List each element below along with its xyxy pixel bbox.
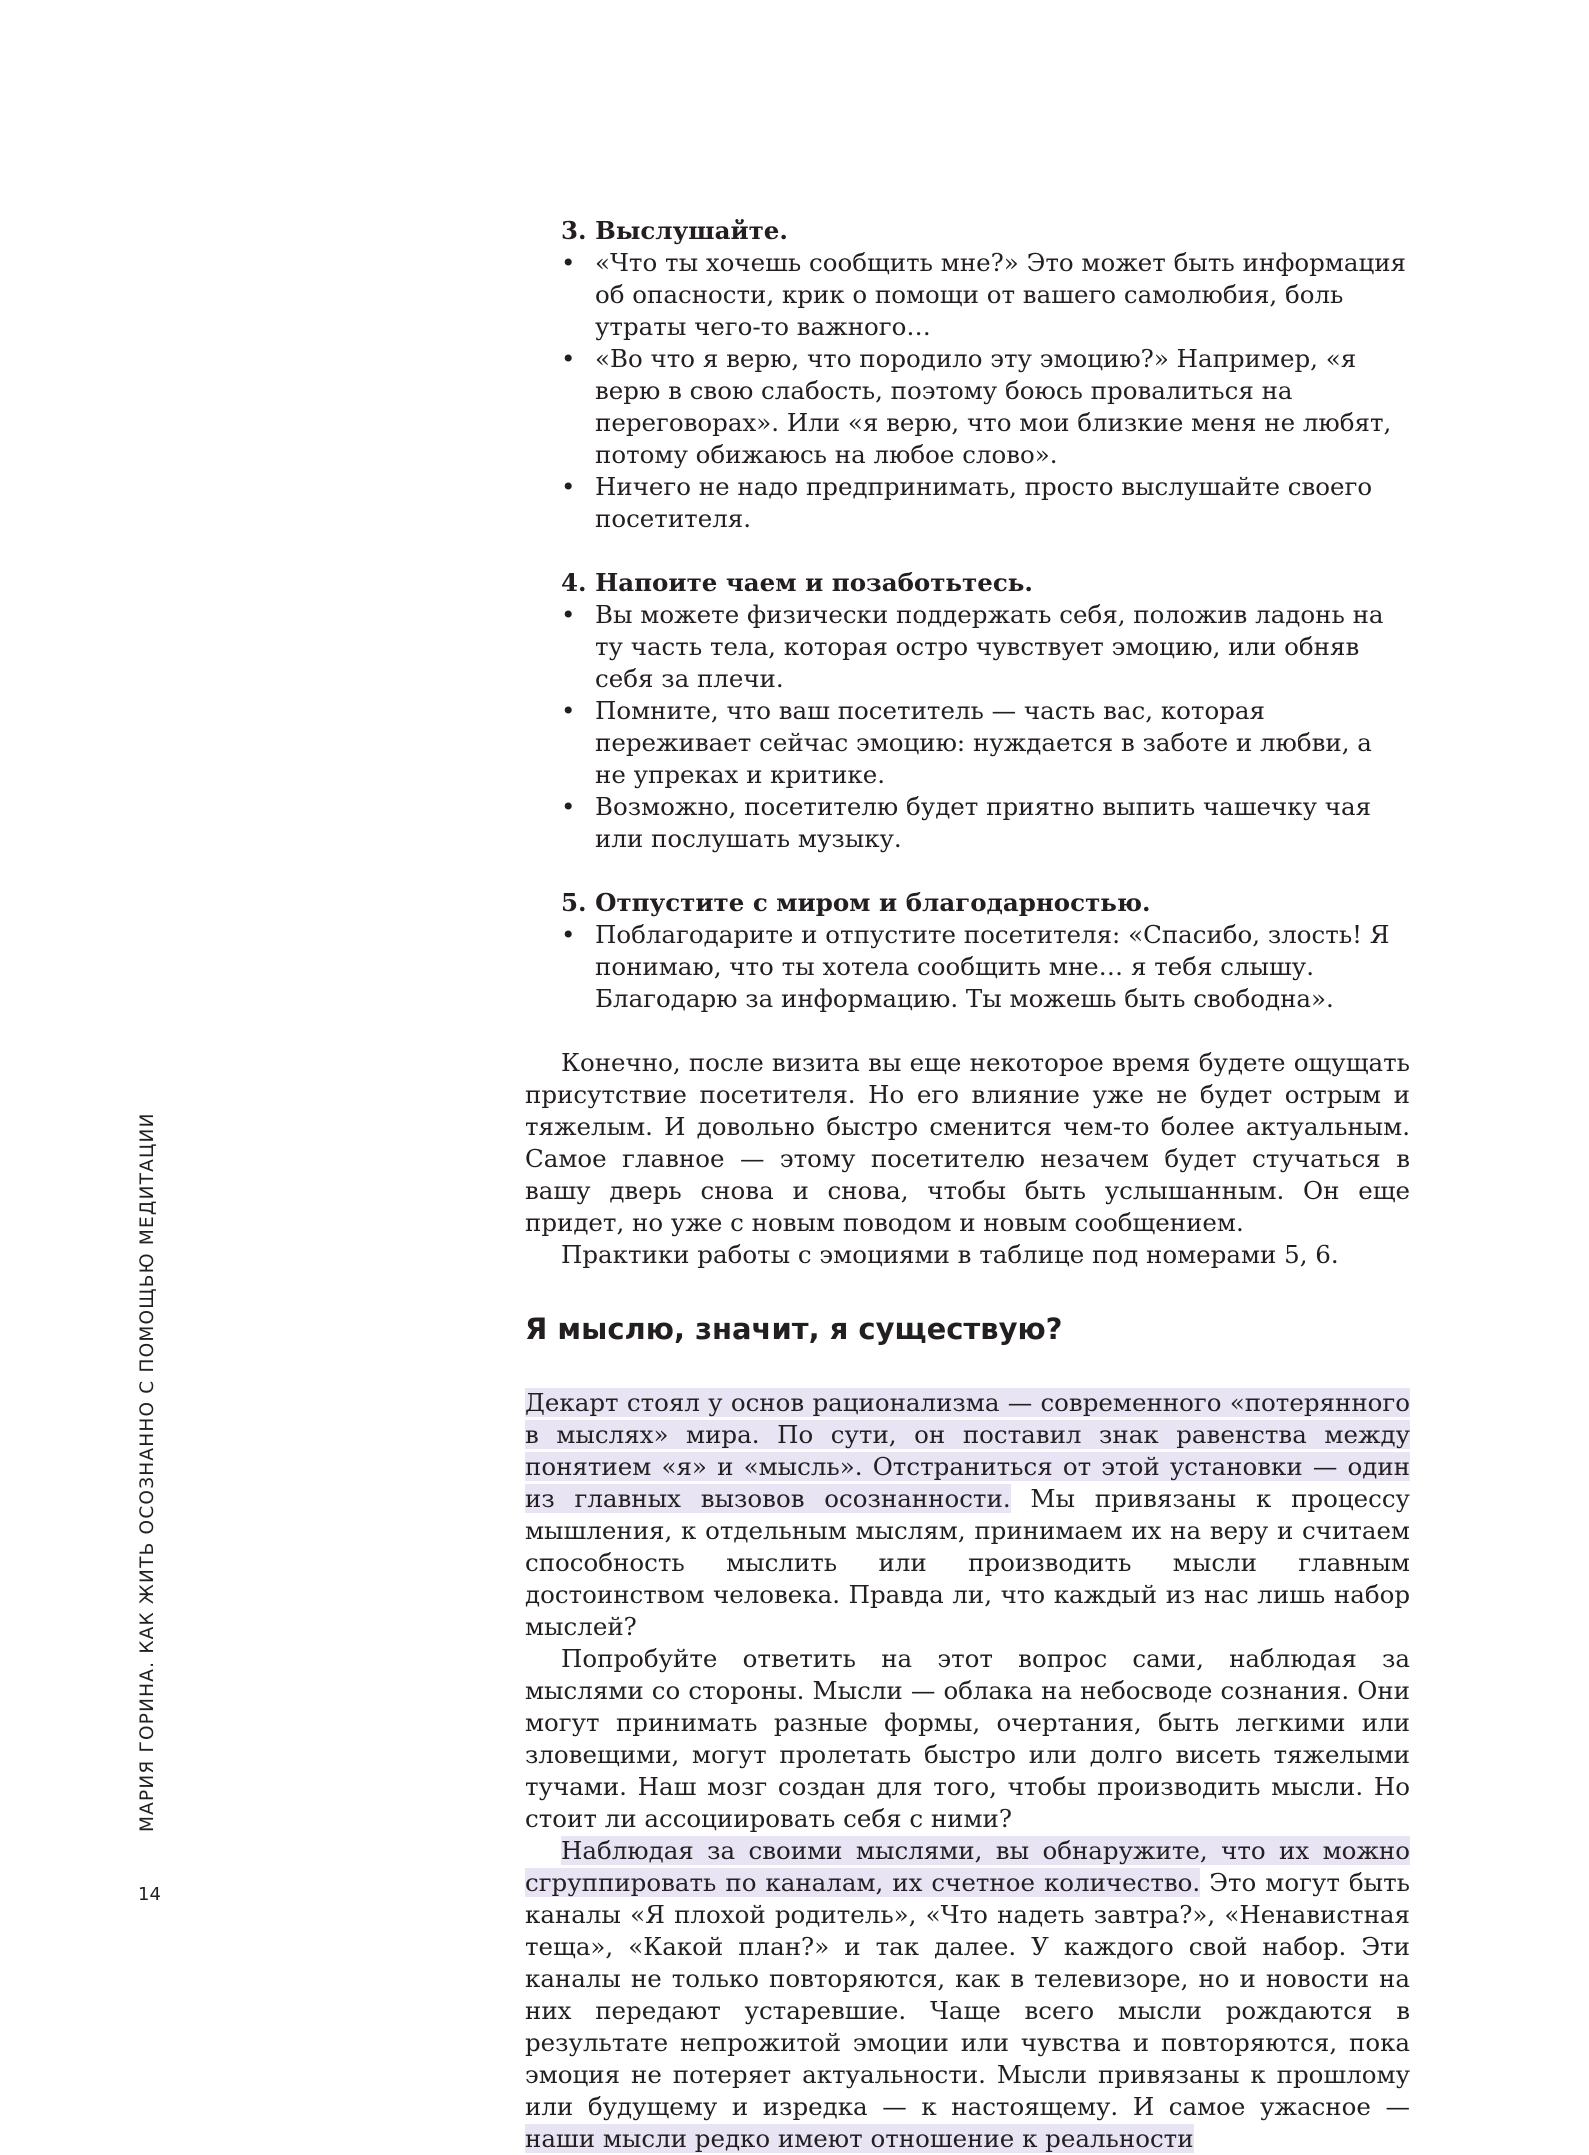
bullet-icon: • — [561, 344, 576, 373]
body-paragraph: Попробуйте ответить на этот вопрос сами, наблюдая за мыслями со стороны. Мысли — облака на небосводе сознания. Они могут принимать разные формы, очертания, быть легкими или зловещими, могут пролетать быстро или долго висеть тяжелыми тучами. Наш мозг создан для того, чтобы производить мысли. Но стоит ли ассоциировать себя с ними? — [525, 1644, 1410, 1833]
bullet-icon: • — [561, 696, 576, 725]
step-4 — [525, 567, 1410, 855]
highlighted-text: наши мысли редко имеют отношение к реальности — [525, 2124, 1194, 2153]
list-item — [525, 471, 1410, 535]
page-number: 14 — [138, 1884, 161, 1905]
running-head: МАРИЯ ГОРИНА. КАК ЖИТЬ ОСОЗНАННО С ПОМОЩЬЮ МЕДИТАЦИИ — [137, 1112, 158, 1832]
list-item — [525, 343, 1410, 471]
highlighted-text: Наблюдая за своими мыслями, вы обнаружите, что их можно сгруппировать по каналам, их счетное количество. — [525, 1836, 1410, 1897]
list-item — [525, 919, 1410, 1015]
step-list — [525, 919, 1410, 1015]
list-item-text: «Во что я верю, что породило эту эмоцию?» Например, «я верю в свою слабость, поэтому боюсь провалиться на переговорах». Или «я верю, что мои близкие меня не любят, потому обижаюсь на любое слово». — [595, 344, 1392, 469]
highlighted-text: Декарт стоял у основ рационализма — современного «потерянного в мыслях» мира. По сути, он поставил знак равенства между понятием «я» и «мысль». Отстраниться от этой установки — один из главных вызовов осознанности. — [525, 1388, 1410, 1513]
step-list — [525, 599, 1410, 855]
step-5 — [525, 887, 1410, 1015]
bullet-icon: • — [561, 600, 576, 629]
step-list — [525, 247, 1410, 535]
bullet-icon: • — [561, 248, 576, 277]
list-item — [525, 599, 1410, 695]
step-heading: 4. Напоите чаем и позаботьтесь. — [561, 568, 1033, 597]
step-heading: 3. Выслушайте. — [561, 216, 788, 245]
paragraph-text: Мы привязаны к процессу мышления, к отдельным мыслям, принимаем их на веру и считаем способность мыслить или производить мысли главным достоинством человека. Правда ли, что каждый из нас лишь набор мыслей? — [525, 1484, 1410, 1641]
list-item — [525, 247, 1410, 343]
body-paragraph — [525, 1835, 1410, 2155]
body-paragraph — [525, 1387, 1410, 1643]
bullet-icon: • — [561, 920, 576, 949]
step-heading: 5. Отпустите с миром и благодарностью. — [561, 888, 1151, 917]
bullet-icon: • — [561, 472, 576, 501]
body-paragraph: Практики работы с эмоциями в таблице под номерами 5, 6. — [561, 1240, 1339, 1269]
bullet-icon: • — [561, 792, 576, 821]
text-column — [525, 215, 1410, 2155]
step-3 — [525, 215, 1410, 535]
paragraph-text: Это могут быть каналы «Я плохой родитель», «Что надеть завтра?», «Ненавистная теща», «Какой план?» и так далее. У каждого свой набор. Эти каналы не только повторяются, как в телевизоре, но и новости на них передают устаревшие. Чаще всего мысли рождаются в результате непрожитой эмоции или чувства и повторяются, пока эмоция не потеряет актуальности. Мысли привязаны к прошлому или будущему и изредка — к настоящему. И самое ужасное — — [525, 1868, 1411, 2121]
list-item-text: Ничего не надо предпринимать, просто выслушайте своего посетителя. — [595, 472, 1373, 533]
section-heading: Я мыслю, значит, я существую? — [525, 1312, 1063, 1346]
list-item — [525, 791, 1410, 855]
list-item-text: «Что ты хочешь сообщить мне?» Это может быть информация об опасности, крик о помощи от вашего самолюбия, боль утраты чего-то важного… — [595, 248, 1407, 341]
list-item-text: Вы можете физически поддержать себя, положив ладонь на ту часть тела, которая остро чувствует эмоцию, или обняв себя за плечи. — [595, 600, 1384, 693]
list-item — [525, 695, 1410, 791]
list-item-text: Поблагодарите и отпустите посетителя: «Спасибо, злость! Я понимаю, что ты хотела сообщить мне… я тебя слышу. Благодарю за информацию. Ты можешь быть свободна». — [595, 920, 1390, 1013]
list-item-text: Помните, что ваш посетитель — часть вас, которая переживает сейчас эмоцию: нуждается в заботе и любви, а не упреках и критике. — [595, 696, 1372, 789]
body-paragraph: Конечно, после визита вы еще некоторое время будете ощущать присутствие посетителя. Но его влияние уже не будет острым и тяжелым. И довольно быстро сменится чем-то более актуальным. Самое главное — этому посетителю незачем будет стучаться в вашу дверь снова и снова, чтобы быть услышанным. Он еще придет, но уже с новым поводом и новым сообщением. — [525, 1048, 1410, 1237]
list-item-text: Возможно, посетителю будет приятно выпить чашечку чая или послушать музыку. — [595, 792, 1372, 853]
